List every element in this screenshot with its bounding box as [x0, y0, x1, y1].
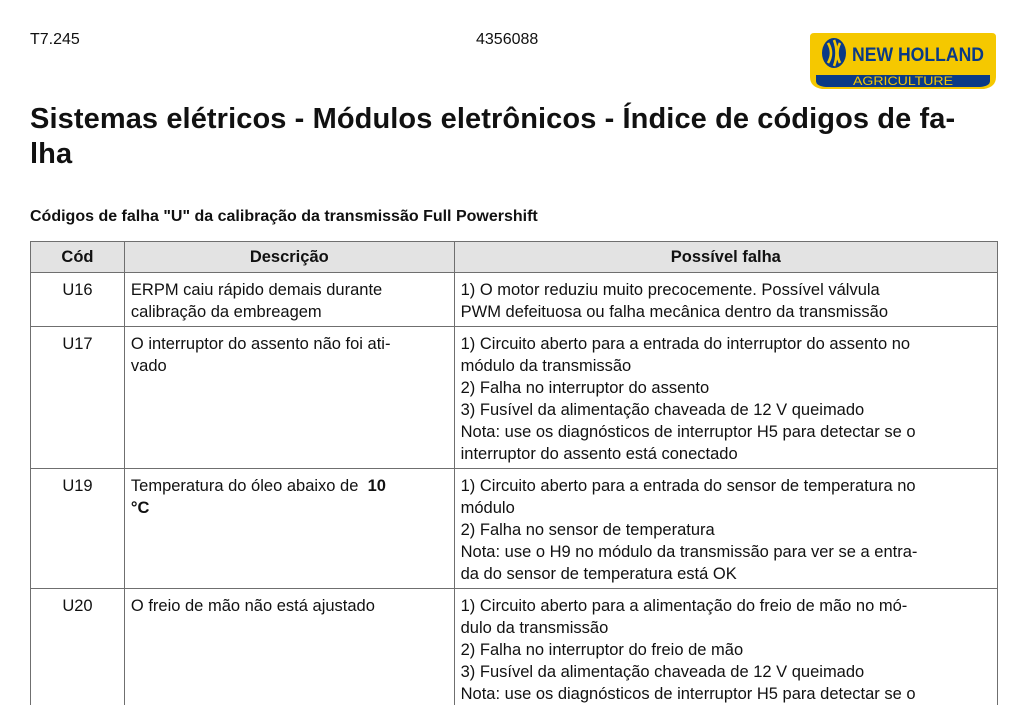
fault-code-cell: U16: [31, 273, 125, 327]
description-cell: [124, 469, 454, 589]
table-header: [31, 242, 998, 273]
title-line-1: Sistemas elétricos - Módulos eletrônicos - Índice de códigos de fa-: [30, 103, 956, 135]
description-cell: [124, 273, 454, 327]
description-line: vado: [130, 357, 167, 375]
fault-line: dulo da transmissão: [460, 619, 609, 637]
fault-line: da do sensor de temperatura está OK: [460, 565, 737, 583]
column-header-possible-fault: Possível falha: [454, 242, 997, 273]
leaf-emblem-icon: [822, 38, 846, 68]
description-line: O interruptor do assento não foi ati-: [130, 335, 391, 353]
description-line: O freio de mão não está ajustado: [130, 597, 375, 615]
fault-line: 3) Fusível da alimentação chaveada de 12 V queimado: [460, 663, 865, 681]
fault-line: 2) Falha no interruptor do freio de mão: [460, 641, 744, 659]
description-cell: [124, 327, 454, 469]
possible-fault-cell: [454, 273, 997, 327]
fault-code-cell: U19: [31, 469, 125, 589]
fault-line: módulo: [460, 499, 515, 517]
fault-codes-table: [30, 241, 998, 705]
fault-line: Nota: use os diagnósticos de interruptor H5 para detectar se o: [460, 685, 916, 703]
brand-subtitle-text: AGRICULTURE: [853, 76, 954, 88]
possible-fault-cell: [454, 327, 997, 469]
description-cell: [124, 589, 454, 705]
title-line-2: lha: [30, 138, 73, 170]
description-line: calibração da embreagem: [130, 303, 322, 321]
section-subtitle: Códigos de falha "U" da calibração da transmissão Full Powershift: [30, 208, 538, 225]
fault-line: Nota: use o H9 no módulo da transmissão para ver se a entra-: [460, 543, 918, 561]
fault-line: 1) O motor reduziu muito precocemente. Possível válvula: [460, 281, 880, 299]
page-title: [30, 102, 1000, 172]
brand-name-text: NEW HOLLAND: [852, 45, 984, 66]
document-number: 4356088: [476, 31, 539, 48]
column-header-code: Cód: [31, 242, 125, 273]
temperature-value: 10: [367, 477, 386, 495]
table-row-u19: [31, 469, 998, 589]
description-line: [131, 475, 448, 497]
description-line: ERPM caiu rápido demais durante: [130, 281, 383, 299]
fault-line: módulo da transmissão: [460, 357, 632, 375]
table-row-u16: [31, 273, 998, 327]
fault-line: 2) Falha no interruptor do assento: [460, 379, 710, 397]
column-header-description: Descrição: [124, 242, 454, 273]
table-header-row: [31, 242, 998, 273]
table-row-u17: [31, 327, 998, 469]
fault-line: 3) Fusível da alimentação chaveada de 12 V queimado: [460, 401, 865, 419]
model-label: T7.245: [30, 31, 80, 48]
fault-line: 1) Circuito aberto para a entrada do interruptor do assento no: [460, 335, 911, 353]
fault-line: 2) Falha no sensor de temperatura: [460, 521, 715, 539]
possible-fault-cell: [454, 589, 997, 705]
description-text: Temperatura do óleo abaixo de: [130, 477, 359, 495]
table-row-u20: [31, 589, 998, 705]
fault-code-cell: U20: [31, 589, 125, 705]
fault-line: Nota: use os diagnósticos de interruptor H5 para detectar se o: [460, 423, 916, 441]
fault-line: 1) Circuito aberto para a alimentação do freio de mão no mó-: [460, 597, 908, 615]
new-holland-logo: [808, 31, 998, 91]
fault-line: 1) Circuito aberto para a entrada do sensor de temperatura no: [460, 477, 916, 495]
fault-line: PWM defeituosa ou falha mecânica dentro da transmissão: [460, 303, 889, 321]
temperature-unit: °C: [130, 499, 150, 517]
table-body: [31, 273, 998, 705]
brand-logo-graphic: [808, 31, 998, 91]
fault-code-cell: U17: [31, 327, 125, 469]
fault-line: interruptor do assento está conectado: [460, 445, 738, 463]
possible-fault-cell: [454, 469, 997, 589]
